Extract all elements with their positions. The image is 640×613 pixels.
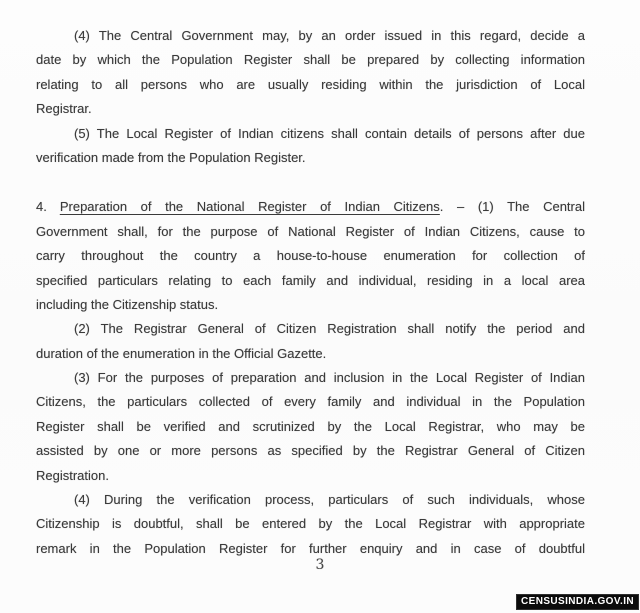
text-line: relating to all persons who are usually residing within the jurisdiction of Local xyxy=(36,76,585,92)
clause-4-doubtful-citizenship xyxy=(36,488,585,561)
text-line: Government shall, for the purpose of National Register of Indian Citizens, cause to xyxy=(36,223,585,239)
text-line: remark in the Population Register for further enquiry and in case of doubtful xyxy=(36,540,585,556)
text-line: Registrar. xyxy=(36,101,92,117)
watermark-censusindia-badge: CENSUSINDIA.GOV.IN xyxy=(516,594,639,610)
text-line: specified particulars relating to each family and individual, residing in a local area xyxy=(36,272,585,288)
text-line xyxy=(36,195,585,219)
document-text xyxy=(36,24,585,561)
section-heading-tail: . – (1) The Central xyxy=(439,199,585,215)
clause-2-notify-period-enumeration xyxy=(36,317,585,366)
text-line: (3) For the purposes of preparation and inclusion in the Local Register of Indian xyxy=(74,370,585,386)
text-line: duration of the enumeration in the Official Gazette. xyxy=(36,345,327,361)
text-line: including the Citizenship status. xyxy=(36,296,219,312)
text-line: Register shall be verified and scrutinized by the Local Registrar, who may be xyxy=(36,418,585,434)
text-line: Citizens, the particulars collected of every family and individual in the Population xyxy=(36,394,585,410)
clause-4-population-register-date xyxy=(36,24,585,122)
text-line: carry throughout the country a house-to-house enumeration for collection of xyxy=(36,248,585,264)
section-heading-underlined: Preparation of the National Register of Indian Citizens xyxy=(59,199,440,215)
text-line: (5) The Local Register of Indian citizens shall contain details of persons after due xyxy=(74,125,585,141)
clause-5-local-register-details xyxy=(36,122,585,171)
page-number: 3 xyxy=(315,557,325,573)
section-number: 4. xyxy=(36,199,47,215)
section-4-preparation-of-nric xyxy=(36,195,585,317)
clause-3-verification-local-register xyxy=(36,366,585,488)
text-line: assisted by one or more persons as specified by the Registrar General of Citizen xyxy=(36,443,585,459)
text-line: (4) During the verification process, particulars of such individuals, whose xyxy=(74,492,585,508)
text-line: verification made from the Population Register. xyxy=(36,149,306,165)
text-line: Citizenship is doubtful, shall be entered by the Local Registrar with appropriate xyxy=(36,516,585,532)
text-line: date by which the Population Register shall be prepared by collecting information xyxy=(36,52,585,68)
text-line: (4) The Central Government may, by an order issued in this regard, decide a xyxy=(74,28,585,43)
text-line: (2) The Registrar General of Citizen Registration shall notify the period and xyxy=(74,321,585,337)
text-line: Registration. xyxy=(36,467,109,483)
